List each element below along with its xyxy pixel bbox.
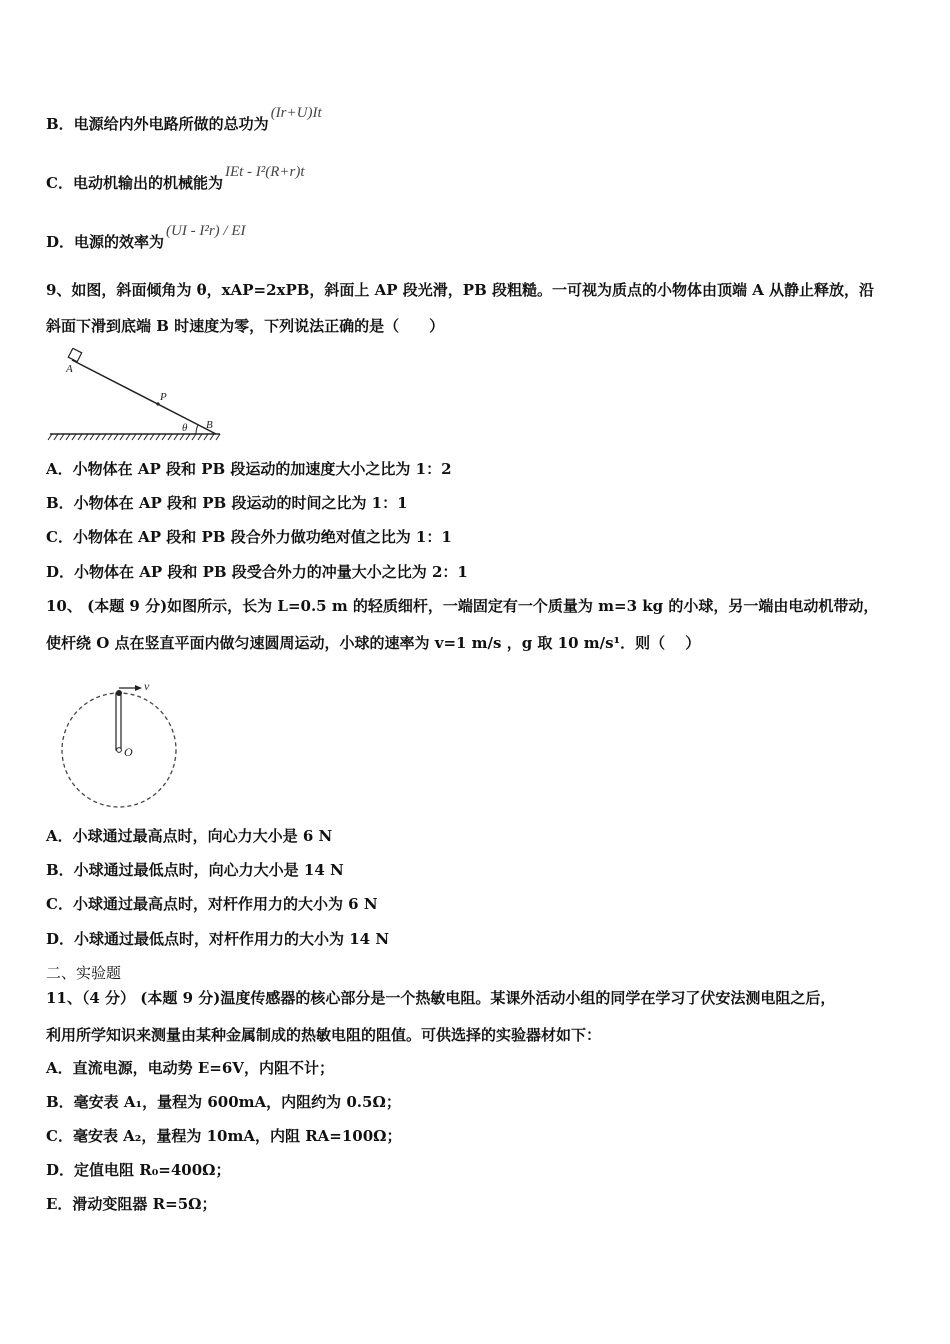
q9-stem-line-2: 斜面下滑到底端 B 时速度为零，下列说法正确的是（ ）	[46, 317, 445, 335]
q11-option-a: A．直流电源，电动势 E=6V，内阻不计；	[46, 1059, 334, 1077]
q8-option-c	[46, 164, 305, 194]
q8-option-d	[46, 223, 246, 253]
q10-option-d: D．小球通过最低点时，对杆作用力的大小为 14 N	[46, 930, 390, 948]
q11-option-d: D．定值电阻 R₀=400Ω；	[46, 1161, 231, 1179]
q9-option-b: B．小物体在 AP 段和 PB 段运动的时间之比为 1：1	[46, 494, 408, 512]
q8-option-d-formula: (UI - I²r) / EI	[166, 223, 246, 239]
velocity-arrowhead	[135, 685, 142, 691]
q9-stem-line-1: 9、如图，斜面倾角为 θ，xAP=2xPB，斜面上 AP 段光滑，PB 段粗糙。一可视为质点的小物体由顶端 A 从静止释放，沿	[46, 281, 875, 299]
label-p: P	[160, 391, 167, 403]
q9-incline-figure	[46, 348, 226, 442]
q8-option-d-label: D．电源的效率为	[46, 233, 165, 251]
angle-arc	[196, 425, 198, 434]
q9-option-c: C．小物体在 AP 段和 PB 段合外力做功绝对值之比为 1：1	[46, 528, 452, 546]
q11-option-c: C．毫安表 A₂，量程为 10mA，内阻 RA=100Ω；	[46, 1127, 402, 1145]
q11-option-b: B．毫安表 A₁，量程为 600mA，内阻约为 0.5Ω；	[46, 1093, 401, 1111]
label-b: B	[206, 419, 213, 431]
q10-stem-line-2: 使杆绕 O 点在竖直平面内做匀速圆周运动，小球的速率为 v=1 m/s ，g 取 10 m/s¹．则（ ）	[46, 634, 701, 652]
q8-option-b-label: B．电源给内外电路所做的总功为	[46, 115, 269, 133]
q10-option-a: A．小球通过最高点时，向心力大小是 6 N	[46, 827, 333, 845]
q9-option-d: D．小物体在 AP 段和 PB 段受合外力的冲量大小之比为 2：1	[46, 563, 468, 581]
q11-stem-line-2: 利用所学知识来测量由某种金属制成的热敏电阻的阻值。可供选择的实验器材如下：	[46, 1026, 602, 1044]
q11-option-e: E．滑动变阻器 R=5Ω；	[46, 1195, 217, 1213]
label-o: O	[124, 745, 133, 759]
label-a: A	[66, 363, 73, 375]
ball	[116, 690, 122, 696]
q9-option-a: A．小物体在 AP 段和 PB 段运动的加速度大小之比为 1：2	[46, 460, 452, 478]
block	[68, 348, 81, 361]
label-theta: θ	[182, 422, 188, 434]
q8-option-c-formula: IEt - I²(R+r)t	[224, 164, 305, 180]
q10-circle-figure	[56, 674, 186, 814]
label-v: v	[144, 679, 150, 693]
incline-line	[72, 360, 216, 434]
q10-stem-line-1: 10、 (本题 9 分)如图所示，长为 L=0.5 m 的轻质细杆，一端固定有一个质量为 m=3 kg 的小球，另一端由电动机带动，	[46, 597, 879, 615]
section-title: 二、实验题	[46, 964, 122, 982]
ground-hatch	[48, 434, 220, 440]
q8-option-b-formula: (Ir+U)It	[270, 105, 322, 121]
q8-option-b	[46, 105, 322, 135]
q10-option-b: B．小球通过最低点时，向心力大小是 14 N	[46, 861, 344, 879]
rod	[116, 693, 121, 750]
q10-option-c: C．小球通过最高点时，对杆作用力的大小为 6 N	[46, 895, 378, 913]
pivot	[117, 748, 122, 753]
q11-stem-line-1: 11、（4 分） (本题 9 分)温度传感器的核心部分是一个热敏电阻。某课外活动小组的同学在学习了伏安法测电阻之后，	[46, 989, 836, 1007]
q8-option-c-label: C．电动机输出的机械能为	[46, 174, 223, 192]
